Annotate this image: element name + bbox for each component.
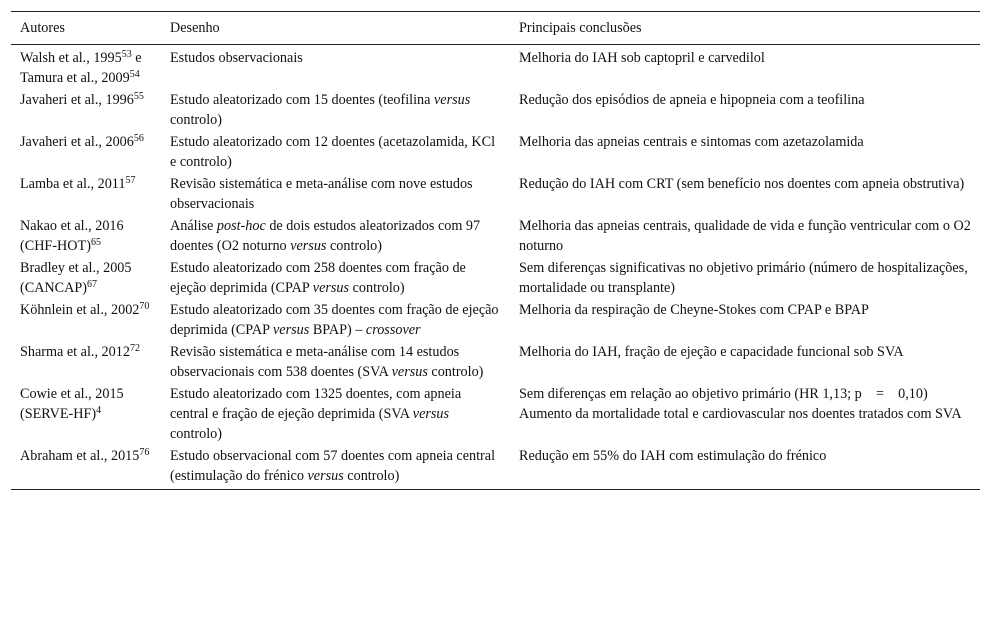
cell-text: Estudo aleatorizado com 15 doentes (teofilina [170,92,434,108]
table-row [11,215,980,257]
emphasis-text: crossover [365,322,421,338]
cell-text: Estudos observacionais [170,50,303,66]
table-row [11,383,980,445]
cell-authors [11,257,161,299]
cell-text: controlo) [170,112,223,128]
cell-text: Sem diferenças em relação ao objetivo primário (HR 1,13; p = 0,10) Aumento da mortalidade total e cardiovascular nos doentes tratados com SVA [519,386,962,422]
cell-authors [11,45,161,90]
cell-authors [11,341,161,383]
cell-conclusion [510,299,980,341]
cell-design [161,383,510,445]
reference-number: 72 [129,343,140,354]
cell-conclusion [510,45,980,90]
reference-number: 55 [133,91,144,102]
cell-text: Estudo aleatorizado com 1325 doentes, com apneia central e fração de ejeção deprimida (SVA [170,386,462,422]
cell-design [161,257,510,299]
cell-text: BPAP) – [309,322,366,338]
cell-text: Javaheri et al., 1996 [20,92,134,108]
cell-text: Sem diferenças significativas no objetivo primário (número de hospitalizações, mortalidade ou transplante) [519,260,968,296]
table-body [11,45,980,490]
studies-table [11,11,980,490]
cell-authors [11,445,161,490]
cell-text: Estudo aleatorizado com 258 doentes com fração de ejeção deprimida (CPAP [170,260,466,296]
cell-conclusion [510,215,980,257]
cell-text: Redução em 55% do IAH com estimulação do frénico [519,448,827,464]
reference-number: 53 [121,49,132,60]
cell-text: controlo) [349,280,405,296]
reference-number: 56 [133,133,144,144]
cell-text: Sharma et al., 2012 [20,344,130,360]
cell-conclusion [510,383,980,445]
cell-text: controlo) [326,238,383,254]
emphasis-text: versus [433,92,471,108]
cell-conclusion [510,131,980,173]
cell-authors [11,215,161,257]
cell-authors [11,131,161,173]
cell-text: Melhoria da respiração de Cheyne-Stokes com CPAP e BPAP [519,302,869,318]
cell-text: controlo) [170,426,223,442]
cell-authors [11,299,161,341]
header-row [11,12,980,45]
table-row [11,173,980,215]
cell-text: Estudo observacional com 57 doentes com apneia central (estimulação do frénico [170,448,496,484]
reference-number: 70 [139,301,150,312]
cell-text: Nakao et al., 2016 (CHF-HOT) [20,218,124,254]
emphasis-text: versus [290,238,327,254]
cell-design [161,341,510,383]
cell-text: Redução dos episódios de apneia e hipopneia com a teofilina [519,92,865,108]
studies-table-container [11,11,980,490]
cell-text: controlo) [343,468,400,484]
cell-design [161,45,510,90]
cell-design [161,89,510,131]
reference-number: 57 [125,175,136,186]
reference-number: 54 [129,69,140,80]
cell-text: de dois estudos aleatorizados com 97 doentes (O2 noturno [170,218,481,254]
cell-text: controlo) [427,364,484,380]
cell-text: e Tamura et al., 2009 [20,50,142,86]
cell-text: Redução do IAH com CRT (sem benefício nos doentes com apneia obstrutiva) [519,176,965,192]
cell-text: Melhoria do IAH, fração de ejeção e capacidade funcional sob SVA [519,344,904,360]
cell-text: Abraham et al., 2015 [20,448,140,464]
table-row [11,45,980,90]
cell-conclusion [510,341,980,383]
emphasis-text: versus [307,468,344,484]
cell-text: Análise [170,218,217,234]
cell-authors [11,173,161,215]
cell-conclusion [510,445,980,490]
header-authors: Autores [20,20,65,36]
cell-conclusion [510,89,980,131]
reference-number: 67 [87,279,98,290]
cell-text: Lamba et al., 2011 [20,176,126,192]
cell-text: Revisão sistemática e meta-análise com nove estudos observacionais [170,176,473,212]
table-row [11,445,980,490]
cell-text: Melhoria do IAH sob captopril e carvedilol [519,50,765,66]
cell-conclusion [510,173,980,215]
table-row [11,341,980,383]
cell-design [161,215,510,257]
header-conclusions: Principais conclusões [519,20,642,36]
cell-design [161,445,510,490]
cell-text: Walsh et al., 1995 [20,50,122,66]
reference-number: 4 [96,405,102,416]
cell-text: Cowie et al., 2015 (SERVE-HF) [20,386,124,422]
emphasis-text: versus [312,280,350,296]
reference-number: 65 [90,237,101,248]
cell-text: Köhnlein et al., 2002 [20,302,140,318]
cell-text: Melhoria das apneias centrais, qualidade de vida e função ventricular com o O2 noturno [519,218,971,254]
cell-text: Javaheri et al., 2006 [20,134,134,150]
table-row [11,131,980,173]
cell-text: Melhoria das apneias centrais e sintomas com azetazolamida [519,134,864,150]
cell-design [161,173,510,215]
table-row [11,299,980,341]
emphasis-text: versus [391,364,428,380]
table-row [11,257,980,299]
cell-design [161,131,510,173]
cell-text: Estudo aleatorizado com 35 doentes com fração de ejeção deprimida (CPAP [170,302,499,338]
cell-conclusion [510,257,980,299]
emphasis-text: post-hoc [216,218,266,234]
emphasis-text: versus [412,406,450,422]
table-row [11,89,980,131]
cell-authors [11,89,161,131]
cell-text: Estudo aleatorizado com 12 doentes (acetazolamida, KCl e controlo) [170,134,496,170]
reference-number: 76 [139,447,150,458]
header-design: Desenho [170,20,220,36]
cell-text: Revisão sistemática e meta-análise com 14 estudos observacionais com 538 doentes (SVA [170,344,460,380]
cell-design [161,299,510,341]
table-header [11,12,980,45]
cell-text: Bradley et al., 2005 (CANCAP) [20,260,132,296]
emphasis-text: versus [273,322,310,338]
cell-authors [11,383,161,445]
